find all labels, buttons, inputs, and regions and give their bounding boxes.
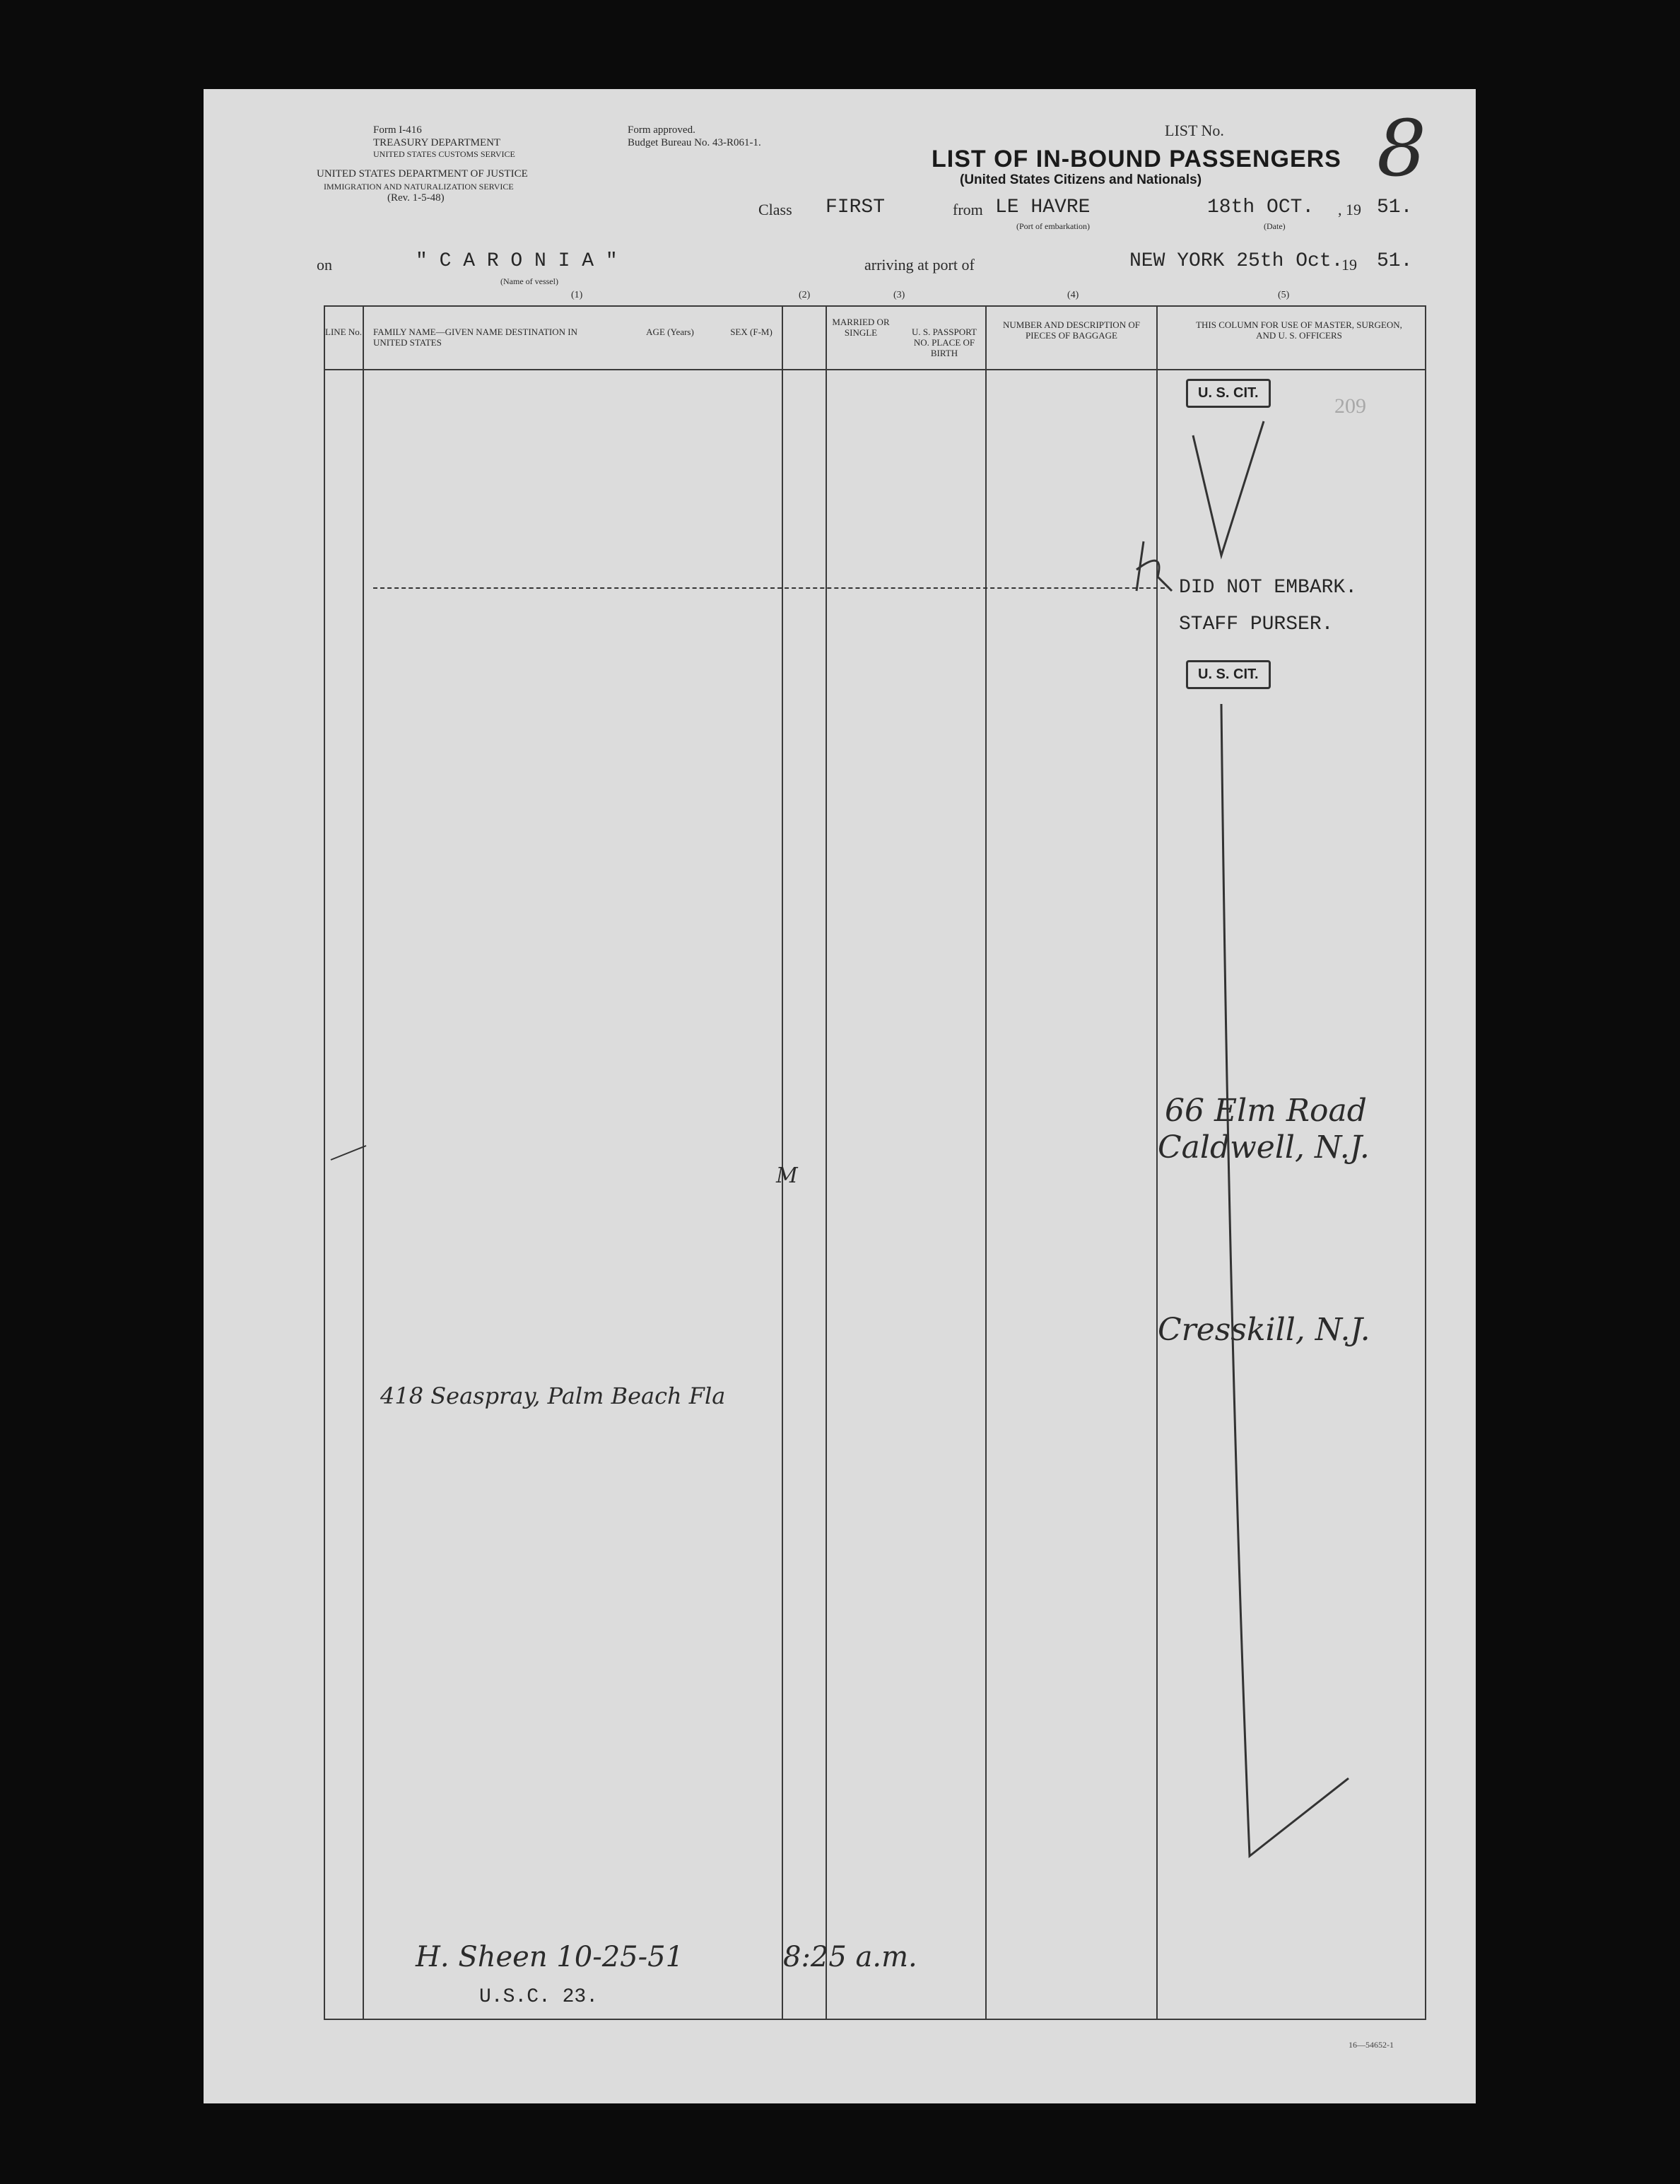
col-header-name: FAMILY NAME—GIVEN NAME DESTINATION IN UNITED STATES	[373, 327, 578, 348]
table-bottom-border	[324, 2019, 1426, 2020]
date-year: 51.	[1377, 196, 1413, 218]
class-value: FIRST	[826, 196, 886, 218]
date-year-label: , 19	[1338, 201, 1361, 218]
check-mark-long	[1207, 697, 1391, 1898]
passenger-manifest-page	[204, 89, 1476, 2103]
page-count-stamp: 209	[1334, 394, 1366, 418]
col-header-line: LINE No.	[325, 327, 362, 337]
class-label: Class	[758, 201, 792, 218]
form-number: Form I-416	[373, 124, 422, 136]
col-header-age: AGE (Years)	[646, 327, 694, 337]
did-not-embark-note: DID NOT EMBARK.	[1179, 577, 1358, 599]
dept-treasury-sub: UNITED STATES CUSTOMS SERVICE	[373, 149, 515, 159]
col-number-2: (2)	[799, 290, 811, 300]
date-caption: (Date)	[1264, 221, 1286, 231]
vessel-name: " C A R O N I A "	[416, 250, 618, 272]
staff-purser-note: STAFF PURSER.	[1179, 613, 1334, 635]
col-number-4: (4)	[1067, 290, 1079, 300]
form-approved: Form approved.	[628, 124, 695, 136]
row-tick	[327, 1142, 370, 1163]
table-left-border	[324, 305, 325, 2020]
arriving-value: NEW YORK 25th Oct.	[1129, 250, 1344, 272]
handwritten-address-12a: 66 Elm Road	[1165, 1093, 1367, 1129]
col-header-married: MARRIED OR SINGLE	[832, 317, 890, 338]
handwritten-address-12b: Caldwell, N.J.	[1158, 1129, 1370, 1166]
col-divider-married	[826, 305, 827, 2020]
list-no-value: 8	[1377, 103, 1426, 194]
usc-count: U.S.C. 23.	[479, 1986, 599, 2008]
date-value: 18th OCT.	[1207, 196, 1315, 218]
col-header-officers: THIS COLUMN FOR USE OF MASTER, SURGEON, AND U. S. OFFICERS	[1196, 319, 1402, 341]
col-divider-name	[782, 305, 783, 2020]
arriving-year: 51.	[1377, 250, 1413, 272]
handwritten-married-13: M	[776, 1163, 798, 1188]
from-caption: (Port of embarkation)	[1016, 221, 1090, 231]
strike-through-line	[373, 587, 1165, 589]
arriving-year-label: 19	[1341, 256, 1357, 274]
handwritten-time: 8:25 a.m.	[783, 1941, 917, 1973]
handwritten-signature: H. Sheen 10-25-51	[416, 1941, 684, 1973]
from-value: LE HAVRE	[995, 196, 1091, 218]
col-divider-passport	[985, 305, 987, 2020]
table-header-border	[324, 369, 1426, 370]
budget-bureau: Budget Bureau No. 43-R061-1.	[628, 137, 761, 148]
vessel-caption: (Name of vessel)	[500, 276, 558, 286]
dept-justice-sub: IMMIGRATION AND NATURALIZATION SERVICE	[324, 182, 514, 192]
table-right-border	[1425, 305, 1426, 2020]
footer-code: 16—54652-1	[1349, 2040, 1394, 2050]
us-citizen-stamp: U. S. CIT.	[1186, 379, 1271, 408]
initial-mark	[1122, 534, 1179, 598]
list-no-label: LIST No.	[1165, 122, 1224, 139]
arriving-label: arriving at port of	[864, 256, 975, 274]
dept-justice: UNITED STATES DEPARTMENT OF JUSTICE	[317, 168, 528, 180]
col-header-sex: SEX (F-M)	[730, 327, 773, 337]
check-mark	[1179, 414, 1278, 584]
col-number-3: (3)	[893, 290, 905, 300]
form-revision: (Rev. 1-5-48)	[387, 192, 445, 204]
col-number-5: (5)	[1278, 290, 1290, 300]
col-header-baggage: NUMBER AND DESCRIPTION OF PIECES OF BAGGAGE	[1003, 319, 1140, 341]
col-header-passport: U. S. PASSPORT NO. PLACE OF BIRTH	[912, 327, 977, 358]
dept-treasury: TREASURY DEPARTMENT	[373, 137, 501, 148]
us-citizen-stamp: U. S. CIT.	[1186, 660, 1271, 689]
document-title: LIST OF IN-BOUND PASSENGERS	[932, 146, 1341, 172]
from-label: from	[953, 201, 983, 218]
on-label: on	[317, 256, 332, 274]
handwritten-address-16: 418 Seaspray, Palm Beach Fla	[380, 1382, 726, 1409]
handwritten-address-15: Cresskill, N.J.	[1158, 1312, 1370, 1348]
document-subtitle: (United States Citizens and Nationals)	[960, 172, 1202, 187]
col-number-1: (1)	[571, 290, 583, 300]
table-top-border	[324, 305, 1426, 307]
